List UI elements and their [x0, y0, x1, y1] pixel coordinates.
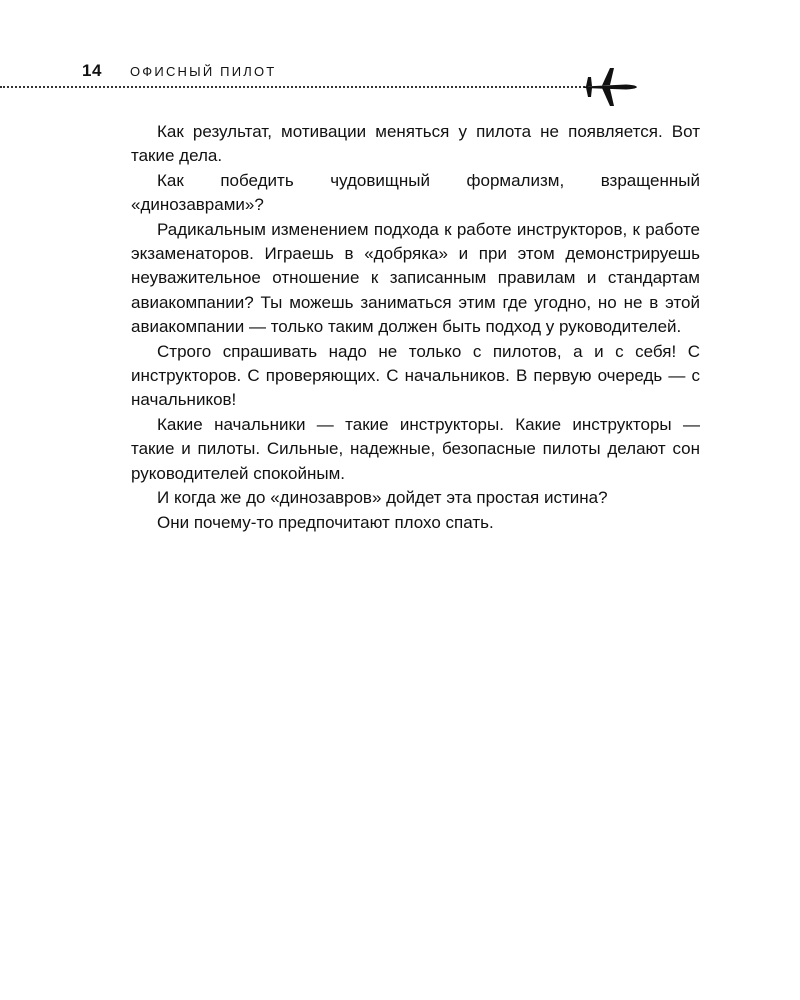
body-text — [131, 120, 700, 535]
paragraph: Как победить чудовищный формализм, взращенный «динозаврами»? — [131, 170, 700, 215]
page-number: 14 — [82, 61, 102, 80]
running-title: ОФИСНЫЙ ПИЛОТ — [130, 64, 277, 79]
paragraph: Как результат, мотивации меняться у пилота не появляется. Вот такие дела. — [131, 122, 700, 166]
paragraph: И когда же до «динозавров» дойдет эта простая истина? — [157, 488, 608, 508]
header-dotted-rule — [0, 86, 588, 88]
paragraph: Они почему-то предпочитают плохо спать. — [157, 512, 494, 532]
paragraph: Строго спрашивать надо не только с пилотов, а и с себя! С инструкторов. С проверяющих. С начальников. В первую очередь — с начальников! — [131, 341, 700, 410]
paragraph: Радикальным изменением подхода к работе инструкторов, к работе экзаменаторов. Играешь в «добряка» и при этом демонстрируешь неуважительное отношение к записанным правилам и стандартам авиакомпании? Ты можешь заниматься этим где угодно, но не в этой авиакомпании — только таким должен быть подход у руководителей. — [131, 219, 700, 337]
page-header — [0, 0, 800, 110]
paragraph: Какие начальники — такие инструкторы. Какие инструкторы — такие и пилоты. Сильные, надежные, безопасные пилоты делают сон руководителей спокойным. — [131, 414, 700, 483]
airplane-icon — [582, 66, 638, 108]
